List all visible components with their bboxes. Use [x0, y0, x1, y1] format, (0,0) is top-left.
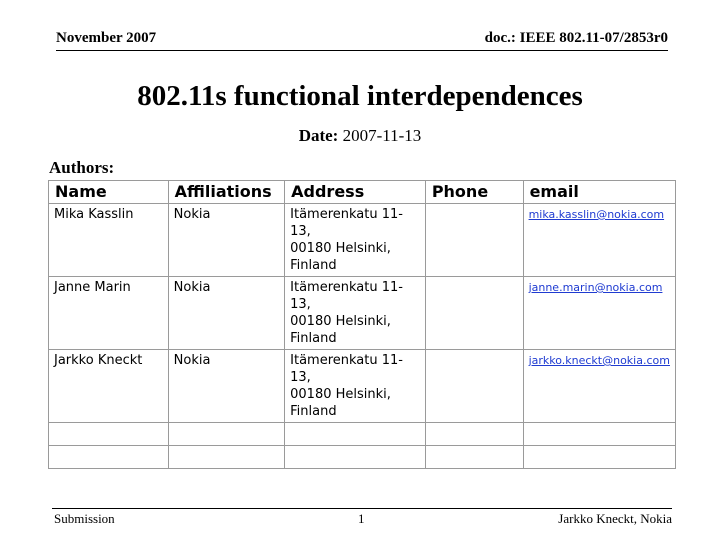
cell-address — [285, 204, 426, 277]
col-header-affiliations: Affiliations — [168, 181, 284, 204]
address-line: Finland — [290, 404, 337, 419]
table-row — [49, 204, 676, 277]
cell-empty — [168, 446, 284, 469]
date-label: Date: — [298, 126, 339, 145]
cell-empty — [49, 423, 169, 446]
table-row — [49, 350, 676, 423]
cell-empty — [285, 423, 426, 446]
cell-affiliation: Nokia — [168, 277, 284, 350]
cell-name: Mika Kasslin — [49, 204, 169, 277]
cell-phone — [425, 277, 523, 350]
address-line: 00180 Helsinki, — [290, 241, 391, 256]
slide-header — [56, 30, 668, 51]
address-line: Itämerenkatu 11-13, — [290, 207, 403, 239]
date-line — [0, 126, 720, 146]
footer-author: Jarkko Kneckt, Nokia — [558, 511, 672, 526]
cell-empty — [49, 446, 169, 469]
address-line: Finland — [290, 258, 337, 273]
authors-label: Authors: — [49, 158, 115, 177]
address-line: Finland — [290, 331, 337, 346]
authors-table — [48, 180, 676, 469]
cell-email — [523, 350, 675, 423]
page-number: 1 — [358, 511, 365, 526]
address-line: Itämerenkatu 11-13, — [290, 280, 403, 312]
cell-address — [285, 277, 426, 350]
table-row-empty — [49, 446, 676, 469]
cell-name: Janne Marin — [49, 277, 169, 350]
cell-email — [523, 204, 675, 277]
footer-submission: Submission — [54, 511, 115, 526]
address-line: 00180 Helsinki, — [290, 314, 391, 329]
address-line: 00180 Helsinki, — [290, 387, 391, 402]
cell-empty — [425, 423, 523, 446]
cell-phone — [425, 204, 523, 277]
cell-affiliation: Nokia — [168, 204, 284, 277]
cell-empty — [523, 423, 675, 446]
slide-footer — [52, 508, 672, 526]
table-header-row — [49, 181, 676, 204]
col-header-name: Name — [49, 181, 169, 204]
cell-email — [523, 277, 675, 350]
cell-empty — [425, 446, 523, 469]
cell-empty — [523, 446, 675, 469]
table-row-empty — [49, 423, 676, 446]
header-date: November 2007 — [56, 30, 157, 46]
slide-title: 802.11s functional interdependences — [137, 80, 583, 112]
cell-affiliation: Nokia — [168, 350, 284, 423]
email-link[interactable]: mika.kasslin@nokia.com — [528, 208, 665, 221]
email-link[interactable]: janne.marin@nokia.com — [528, 281, 663, 294]
col-header-email: email — [523, 181, 675, 204]
cell-name: Jarkko Kneckt — [49, 350, 169, 423]
cell-phone — [425, 350, 523, 423]
email-link[interactable]: jarkko.kneckt@nokia.com — [528, 354, 670, 367]
col-header-phone: Phone — [425, 181, 523, 204]
col-header-address: Address — [285, 181, 426, 204]
cell-empty — [168, 423, 284, 446]
address-line: Itämerenkatu 11-13, — [290, 353, 403, 385]
header-doc-id: doc.: IEEE 802.11-07/2853r0 — [484, 30, 668, 46]
cell-address — [285, 350, 426, 423]
date-value: 2007-11-13 — [342, 126, 422, 145]
cell-empty — [285, 446, 426, 469]
table-row — [49, 277, 676, 350]
